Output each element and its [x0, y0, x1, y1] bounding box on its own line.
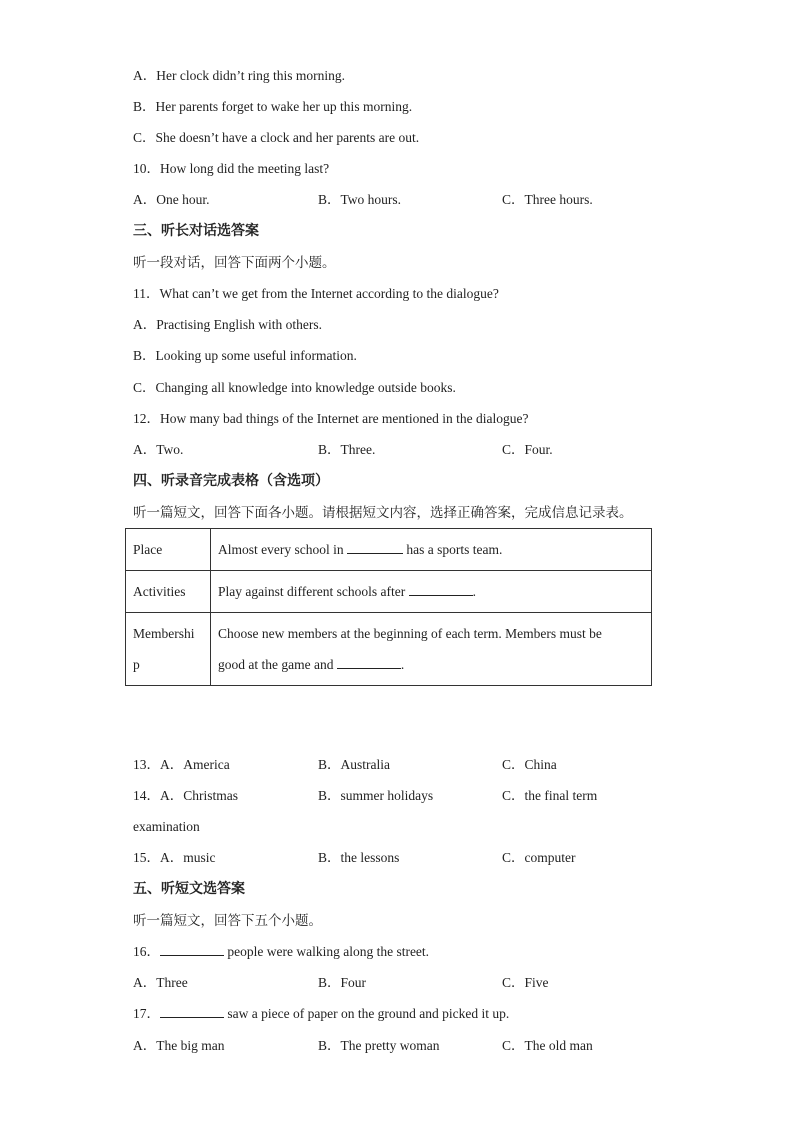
q15-option-a: 15．A．music [133, 850, 216, 865]
table-key-membership [126, 613, 211, 686]
table-text: good at the game and [218, 657, 337, 672]
section3-heading: 三、听长对话选答案 [133, 223, 259, 239]
table-text: Membershi [133, 626, 195, 641]
answer-blank [347, 541, 403, 554]
table-row [126, 571, 652, 613]
table-value-activities [211, 571, 652, 613]
table-value-membership [211, 613, 652, 686]
q11-question: 11．What can’t we get from the Internet according to the dialogue? [133, 286, 499, 301]
table-row [126, 529, 652, 571]
q10-question: 10．How long did the meeting last? [133, 161, 330, 176]
info-record-table [125, 528, 652, 686]
table-text-line2 [218, 649, 644, 680]
q13-option-a: 13．A．America [133, 757, 230, 772]
table-row [126, 613, 652, 686]
q14-option-c-wrap: examination [133, 819, 200, 834]
q15-option-b: B．the lessons [318, 850, 400, 865]
q11-option-a: A．Practising English with others. [133, 317, 322, 332]
answer-blank [160, 1005, 224, 1018]
section4-instruction: 听一篇短文，回答下面各小题。请根据短文内容，选择正确答案，完成信息记录表。 [133, 505, 633, 521]
q13-option-c: C．China [502, 757, 557, 772]
q16-option-c: C．Five [502, 975, 549, 990]
table-text: has a sports team. [402, 542, 503, 557]
table-text: Play against different schools after [218, 584, 409, 599]
q14-option-c: C．the final term [502, 788, 598, 803]
q14-option-b: B．summer holidays [318, 788, 434, 803]
q13-option-b: B．Australia [318, 757, 390, 772]
q10-option-c: C．Three hours. [502, 192, 593, 207]
q10-option-b: B．Two hours. [318, 192, 402, 207]
table-text: . [400, 657, 405, 672]
q16-option-b: B．Four [318, 975, 367, 990]
question-number: 17． [133, 1006, 160, 1021]
q17-option-c: C．The old man [502, 1038, 593, 1053]
q9-option-c: C．She doesn’t have a clock and her parents are out. [133, 130, 420, 145]
section5-instruction: 听一篇短文，回答下五个小题。 [133, 913, 322, 929]
q12-option-a: A．Two. [133, 442, 184, 457]
answer-blank [160, 943, 224, 956]
table-text: Almost every school in [218, 542, 347, 557]
table-text: . [472, 584, 476, 599]
q12-question: 12．How many bad things of the Internet are mentioned in the dialogue? [133, 411, 529, 426]
table-value-place [211, 529, 652, 571]
q16-option-a: A．Three [133, 975, 188, 990]
question-text: people were walking along the street. [224, 944, 430, 959]
q16-question [133, 943, 429, 961]
answer-blank [337, 656, 401, 669]
q17-option-b: B．The pretty woman [318, 1038, 440, 1053]
section3-instruction: 听一段对话，回答下面两个小题。 [133, 255, 336, 271]
answer-blank [409, 583, 473, 596]
table-text: Choose new members at the beginning of each term. Members must be [218, 626, 602, 641]
q17-option-a: A．The big man [133, 1038, 225, 1053]
table-key-activities: Activities [126, 571, 211, 613]
q17-question [133, 1005, 509, 1023]
q11-option-c: C．Changing all knowledge into knowledge outside books. [133, 380, 456, 395]
q9-option-b: B．Her parents forget to wake her up this morning. [133, 99, 413, 114]
table-text: p [133, 657, 140, 672]
section5-heading: 五、听短文选答案 [133, 881, 245, 897]
question-text: saw a piece of paper on the ground and picked it up. [224, 1006, 510, 1021]
q14-option-a: 14．A．Christmas [133, 788, 239, 803]
q11-option-b: B．Looking up some useful information. [133, 348, 357, 363]
q9-option-a: A．Her clock didn’t ring this morning. [133, 68, 345, 83]
q12-option-c: C．Four. [502, 442, 553, 457]
q12-option-b: B．Three. [318, 442, 376, 457]
question-number: 16． [133, 944, 160, 959]
section4-heading: 四、听录音完成表格（含选项） [133, 473, 329, 489]
table-key-place: Place [126, 529, 211, 571]
q10-option-a: A．One hour. [133, 192, 210, 207]
q15-option-c: C．computer [502, 850, 576, 865]
